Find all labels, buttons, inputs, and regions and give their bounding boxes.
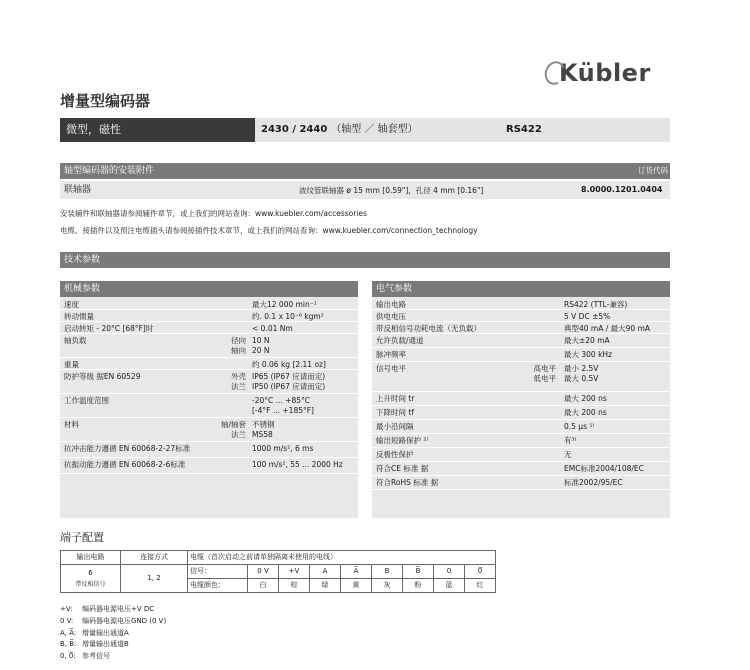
mechanical-k: 抗振动能力遵循 EN 60068-2-6标准	[64, 460, 186, 469]
electrical-k: 反极性保护	[376, 450, 414, 459]
mechanical-m: 外壳 法兰	[231, 372, 246, 391]
electrical-row	[372, 462, 670, 476]
electrical-v: 典型40 mA / 最大90 mA	[564, 324, 651, 333]
term-color: 绿	[310, 579, 341, 593]
term-h-conn: 连接方式	[121, 551, 188, 565]
term-signal: +V	[279, 565, 310, 579]
mechanical-k: 重量	[64, 360, 79, 369]
legend-item: B, B̅: 增量输出通道B	[60, 640, 129, 649]
electrical-v: 最大 300 kHz	[564, 350, 613, 359]
mechanical-k: 轴负载	[64, 336, 87, 345]
term-color: 灰	[372, 579, 403, 593]
term-signal: 0	[434, 565, 465, 579]
mechanical-row	[60, 442, 358, 458]
mechanical-m: 轴/轴套 法兰	[220, 420, 246, 439]
electrical-v: 5 V DC ±5%	[564, 312, 611, 321]
product-model: 2430 / 2440 （轴型 ／ 轴套型）	[261, 124, 418, 135]
electrical-k: 符合CE 标准 据	[376, 464, 429, 473]
electrical-v: 有³⁾	[564, 436, 577, 445]
electrical-v: 无	[564, 450, 572, 459]
term-output-cell: 6 带反相信号	[61, 565, 121, 593]
term-signal: A	[310, 565, 341, 579]
product-bar	[60, 118, 670, 142]
mechanical-v: 1000 m/s², 6 ms	[252, 444, 314, 453]
mechanical-row	[60, 310, 358, 322]
electrical-row	[372, 392, 670, 406]
product-interface: RS422	[506, 124, 542, 135]
accessories-header: 轴型编码器的安装附件	[60, 163, 670, 179]
mechanical-k: 工作温度范围	[64, 396, 109, 405]
electrical-header: 电气参数	[372, 281, 670, 297]
term-color: 红	[465, 579, 496, 593]
term-color: 棕	[279, 579, 310, 593]
legend-item: 0 V: 编码器电源电压GND (0 V)	[60, 616, 167, 625]
mechanical-m: 径向 轴向	[231, 336, 246, 355]
electrical-k: 符合RoHS 标准 据	[376, 478, 439, 487]
electrical-row	[372, 362, 670, 392]
term-h-cable: 电缆（首次启动之前请单独隔离未使用的电线）	[188, 551, 496, 565]
mechanical-row	[60, 322, 358, 334]
mechanical-k: 速度	[64, 300, 79, 309]
electrical-row	[372, 310, 670, 322]
mechanical-k: 抗冲击能力遵循 EN 60068-2-27标准	[64, 444, 191, 453]
mechanical-v: 100 m/s², 55 ... 2000 Hz	[252, 460, 343, 469]
term-signal: 0 V	[248, 565, 279, 579]
legend-item: +V: 编码器电源电压+V DC	[60, 605, 155, 613]
legend	[60, 604, 166, 663]
electrical-table	[372, 281, 670, 518]
electrical-row	[372, 476, 670, 490]
connection-note: 电缆、接插件以及预注电缆插头请参阅接插件技术章节，或上我们的网站查询：www.kuebler.com/connection_technology	[60, 226, 478, 235]
electrical-k: 允许负载/通道	[376, 336, 424, 345]
mechanical-row	[60, 334, 358, 358]
mechanical-row	[60, 394, 358, 418]
mechanical-v: 不锈钢 MS58	[252, 420, 275, 439]
accessory-code: 8.0000.1201.0404	[581, 185, 663, 195]
page-title: 增量型编码器	[60, 92, 151, 110]
mechanical-row	[60, 358, 358, 370]
mechanical-v: 最大12 000 min⁻¹	[252, 300, 317, 309]
electrical-v: 最小 2.5V 最大 0.5V	[564, 364, 599, 383]
term-signal: B̅	[403, 565, 434, 579]
electrical-v: 最大 200 ns	[564, 408, 607, 417]
electrical-k: 供电电压	[376, 312, 406, 321]
term-h-output: 输出电路	[61, 551, 121, 565]
legend-item: A, A̅: 增量输出通道A	[60, 628, 129, 637]
tech-header: 技术参数	[60, 252, 670, 268]
term-color: 白	[248, 579, 279, 593]
electrical-row	[372, 334, 670, 348]
mechanical-table	[60, 281, 358, 518]
mechanical-v: 约. 0.1 x 10⁻⁶ kgm²	[252, 312, 324, 321]
electrical-k: 信号电平	[376, 364, 406, 373]
mechanical-k: 转动惯量	[64, 312, 94, 321]
electrical-k: 最小沿间隔	[376, 422, 414, 431]
electrical-k: 上升时间 tr	[376, 394, 415, 403]
electrical-k: 脉冲频率	[376, 350, 406, 359]
electrical-row	[372, 348, 670, 362]
term-signal: 0̅	[465, 565, 496, 579]
mechanical-row	[60, 370, 358, 394]
electrical-row	[372, 298, 670, 310]
mechanical-k: 防护等级 据EN 60529	[64, 372, 141, 381]
accessory-name: 联轴器	[64, 184, 92, 195]
terminal-title: 端子配置	[60, 531, 104, 544]
electrical-k: 输出短路保护 ²⁾	[376, 436, 429, 445]
mechanical-v: 10 N 20 N	[252, 336, 270, 355]
terminal-table	[60, 550, 496, 593]
mechanical-v: IP65 (IP67 应请而定) IP50 (IP67 应请而定)	[252, 372, 326, 391]
mechanical-k: 启动转矩 - 20°C [68°F]时	[64, 324, 154, 333]
electrical-row	[372, 420, 670, 434]
mechanical-v: < 0.01 Nm	[252, 324, 293, 333]
term-color: 粉	[403, 579, 434, 593]
term-signal: B	[372, 565, 403, 579]
electrical-k: 带反相信号功耗电流（无负载）	[376, 324, 481, 333]
term-color-label: 电缆颜色：	[188, 579, 248, 593]
mechanical-row	[60, 458, 358, 474]
term-signal-label: 信号：	[188, 565, 248, 579]
order-code-label: 订货代码	[638, 166, 668, 175]
mechanical-k: 材料	[64, 420, 79, 429]
electrical-v: 最大 200 ns	[564, 394, 607, 403]
electrical-k: 输出电路	[376, 300, 406, 309]
mechanical-header: 机械参数	[60, 281, 358, 297]
kubler-logo: Kübler	[545, 58, 673, 88]
electrical-row	[372, 322, 670, 334]
term-color: 蓝	[434, 579, 465, 593]
electrical-m: 高电平 低电平	[533, 364, 556, 383]
mechanical-row	[60, 298, 358, 310]
electrical-row	[372, 406, 670, 420]
term-color: 黄	[341, 579, 372, 593]
electrical-v: 0.5 µs ¹⁾	[564, 422, 595, 431]
accessory-desc: 波纹管联轴器 ø 15 mm [0.59"]，孔径 4 mm [0.16"]	[299, 185, 484, 195]
accessories-note: 安装辅件和联轴器请参阅辅件章节，或上我们的网站查询：www.kuebler.com/accessories	[60, 209, 367, 218]
term-signal: A̅	[341, 565, 372, 579]
accessory-row	[60, 181, 670, 199]
electrical-row	[372, 448, 670, 462]
product-type: 微型，磁性	[60, 118, 255, 142]
electrical-v: 最大±20 mA	[564, 336, 610, 345]
electrical-v: EMC标准2004/108/EC	[564, 464, 644, 473]
electrical-v: 标准2002/95/EC	[564, 478, 623, 487]
electrical-row	[372, 434, 670, 448]
mechanical-v: 约 0.06 kg [2.11 oz]	[252, 360, 326, 369]
mechanical-v: -20°C ... +85°C [-4°F ... +185°F]	[252, 396, 314, 415]
electrical-k: 下降时间 tf	[376, 408, 414, 417]
mechanical-row	[60, 418, 358, 442]
term-conn-cell: 1, 2	[121, 565, 188, 593]
electrical-v: RS422 (TTL-兼容)	[564, 300, 628, 309]
legend-item: 0, 0̅: 参考信号	[60, 652, 110, 661]
